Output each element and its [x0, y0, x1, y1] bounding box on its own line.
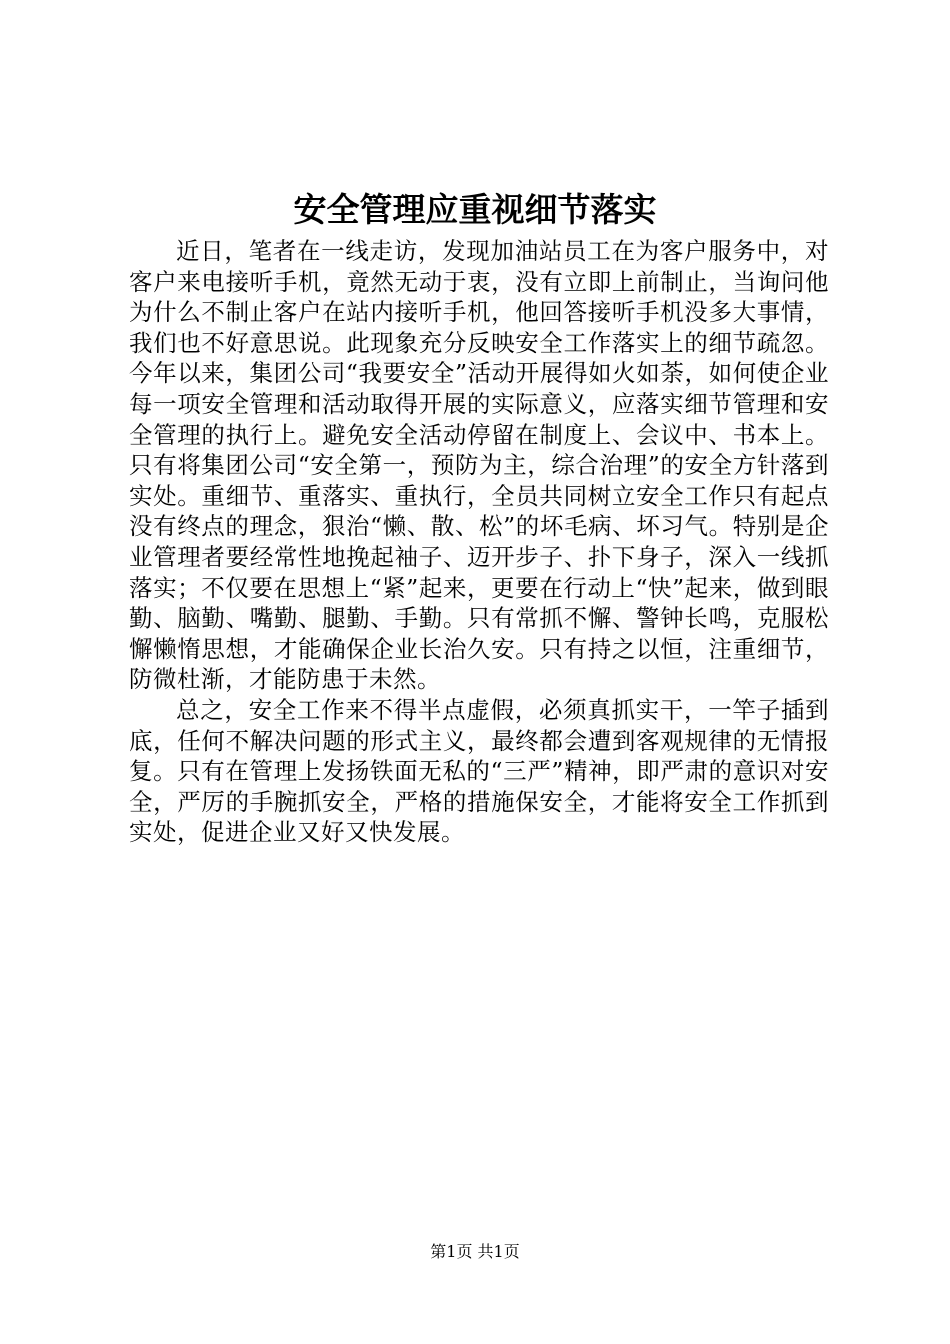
paragraph-1: 近日，笔者在一线走访，发现加油站员工在为客户服务中，对客户来电接听手机，竟然无动于衷，没有立即上前制止，当询问他为什么不制止客户在站内接听手机，他回答接听手机没多大事情，我们也不好意思说。此现象充分反映安全工作落实上的细节疏忽。今年以来，集团公司“我要安全”活动开展得如火如荼，如何使企业每一项安全管理和活动取得开展的实际意义，应落实细节管理和安全管理的执行上。避免安全活动停留在制度上、会议中、书本上。只有将集团公司“安全第一，预防为主，综合治理”的安全方针落到实处。重细节、重落实、重执行，全员共同树立安全工作只有起点没有终点的理念，狠治“懒、散、松”的坏毛病、坏习气。特别是企业管理者要经常性地挽起袖子、迈开步子、扑下身子，深入一线抓落实；不仅要在思想上“紧”起来，更要在行动上“快”起来，做到眼勤、脑勤、嘴勤、腿勤、手勤。只有常抓不懈、警钟长鸣，克服松懈懒惰思想，才能确保企业长治久安。只有持之以恒，注重细节，防微杜渐，才能防患于未然。 — [129, 237, 829, 694]
document-title: 安全管理应重视细节落实 — [293, 190, 657, 229]
page-number: 第1页 共1页 — [430, 1242, 520, 1261]
paragraph-2: 总之，安全工作来不得半点虚假，必须真抓实干，一竿子插到底，任何不解决问题的形式主义，最终都会遭到客观规律的无情报复。只有在管理上发扬铁面无私的“三严”精神，即严肃的意识对安全，严厉的手腕抓安全，严格的措施保安全，才能将安全工作抓到实处，促进企业又好又快发展。 — [129, 695, 829, 847]
document-body — [129, 236, 829, 848]
